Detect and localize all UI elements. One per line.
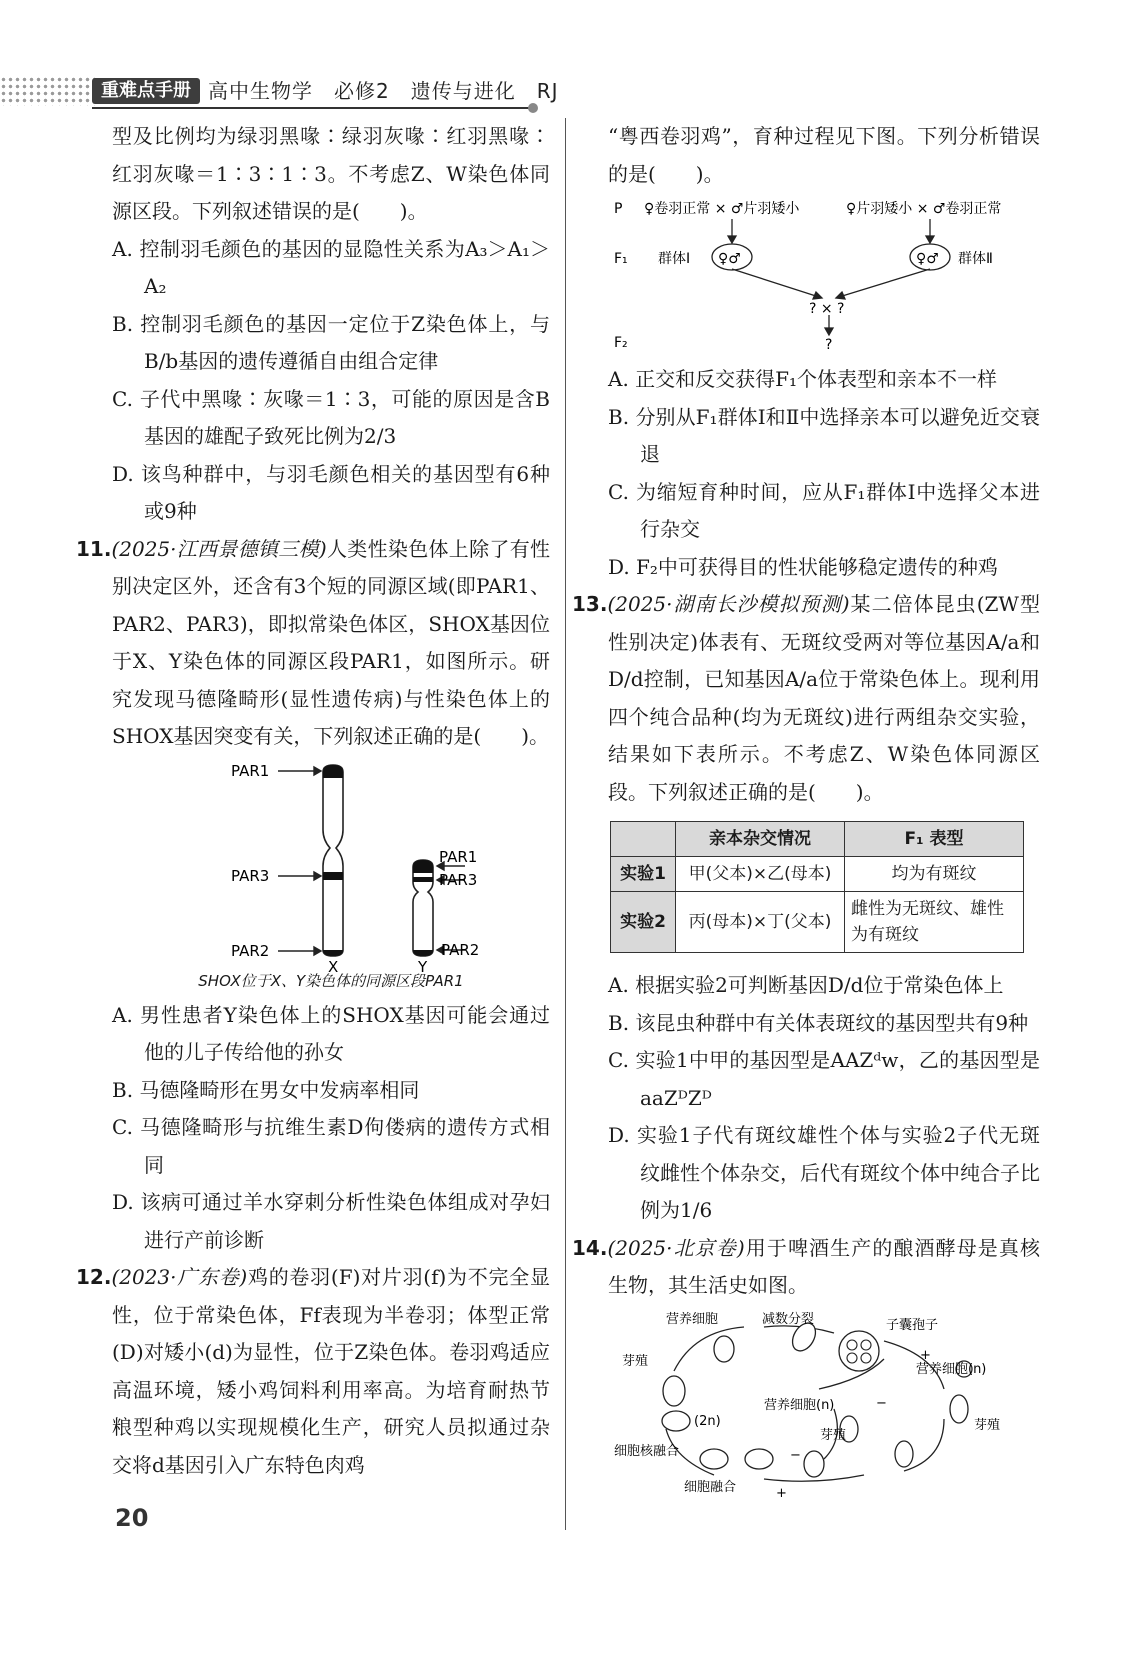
fig-meiosis: 减数分裂 [762,1311,815,1327]
label-x: X [328,957,339,976]
q12-option-a: A. 正交和反交获得F₁个体表型和亲本不一样 [608,367,998,391]
fig-budding-mid: 芽殖 [820,1427,847,1443]
q10-option-d: D. 该鸟种群中，与羽毛颜色相关的基因型有6种或9种 [112,461,550,523]
x-chromosome [323,765,343,956]
yeast-life-cycle-figure [614,1309,1034,1499]
q13-stem [572,586,1040,811]
q11-stem [76,531,550,756]
left-column [76,118,550,1484]
fig-nuclear-fusion: 细胞核融合 [614,1443,680,1459]
label-par3-y: PAR3 [439,870,478,889]
caption-text: SHOX位于X、Y染色体的同源区段PAR1 [198,971,464,990]
fig-minus-sign: − [790,1447,801,1463]
table-cell: 均为有斑纹 [845,857,1024,892]
y-chromosome [413,860,433,956]
q13-option-c: C. 实验1中甲的基因型是AAZᵈw，乙的基因型是aaZᴰZᴰ [608,1048,1040,1110]
q11-option-b: B. 马德隆畸形在男女中发病率相同 [112,1077,420,1102]
fig-cross-2: ♀片羽矮小 × ♂卷羽正常 [846,201,1002,217]
fig-f1-label: F₁ [614,251,628,267]
fig-budding-right: 芽殖 [974,1417,1001,1433]
q13-source: (2025·湖南长沙模拟预测) [607,592,850,616]
label-par1-y: PAR1 [439,847,478,866]
table-cell: 实验2 [611,892,676,953]
chromosome-figure-caption [112,969,550,993]
header-badge: 重难点手册 [92,78,200,104]
q10-option-a: A. 控制羽毛颜色的基因的显隐性关系为A₃＞A₁＞A₂ [112,236,550,298]
q13-option-a: A. 根据实验2可判断基因D/d位于常染色体上 [608,973,1004,997]
q13-option-b: B. 该昆虫种群中有关体表斑纹的基因型共有9种 [608,1010,1029,1035]
fig-cross-unknown: ? × ? [809,301,845,317]
table-header-cell: F₁ 表型 [845,822,1024,857]
page-number: 20 [115,1504,149,1532]
q14-stem [572,1230,1040,1305]
fig-diploid: (2n) [694,1413,721,1429]
chromosome-figure [181,760,481,976]
label-par1-x: PAR1 [231,761,270,780]
label-y: Y [418,957,428,976]
fig-nutritive-n-right: 营养细胞(n) [916,1361,987,1377]
q11-source: (2025·江西景德镇三模) [111,536,327,561]
fig-group-1-sexes: ♀♂ [718,251,741,267]
q13-option-d: D. 实验1子代有斑纹雄性个体与实验2子代无斑纹雌性个体杂交，后代有斑纹个体中纯合子比例为1/6 [608,1123,1040,1222]
q10-option-b: B. 控制羽毛颜色的基因一定位于Z染色体上，与B/b基因的遗传遵循自由组合定律 [112,311,550,373]
fig-budding-left: 芽殖 [622,1353,649,1369]
q13-number: 13. [572,592,608,616]
q14-text: 用于啤酒生产的酿酒酵母是真核生物，其生活史如图。 [608,1235,1040,1297]
q12-option-b: B. 分别从F₁群体Ⅰ和Ⅱ中选择亲本可以避免近交衰退 [608,404,1040,466]
fig-plus-sign: + [776,1485,787,1501]
q12-option-c: C. 为缩短育种时间，应从F₁群体Ⅰ中选择父本进行杂交 [608,479,1040,541]
q14-source: (2025·北京卷) [607,1235,745,1260]
fig-group-2: 群体Ⅱ [958,251,993,267]
label-par3-x: PAR3 [231,866,270,885]
header-dot-pattern [0,76,100,106]
fig-plus-sign: + [920,1347,931,1363]
fig-group-2-sexes: ♀♂ [916,251,939,267]
label-par2-x: PAR2 [231,941,270,960]
q10-stem-continued: 型及比例均为绿羽黑喙∶绿羽灰喙∶红羽黑喙∶红羽灰喙＝1∶3∶1∶3。不考虑Z、W染色体同源区段。下列叙述错误的是( )。 [112,124,550,223]
right-column [572,118,1040,1503]
q10-option-c: C. 子代中黑喙∶灰喙＝1∶3，可能的原因是含B基因的雄配子致死比例为2/3 [112,386,550,448]
fig-nutritive-cell: 营养细胞 [666,1311,719,1327]
fig-cell-fusion: 细胞融合 [684,1479,737,1495]
label-par2-y: PAR2 [441,940,480,959]
fig-cross-1: ♀卷羽正常 × ♂片羽矮小 [644,201,800,217]
fig-nutritive-n-mid: 营养细胞(n) [764,1397,835,1413]
q11-number: 11. [76,536,112,561]
q12-stem [76,1259,550,1484]
fig-f2-label: F₂ [614,335,628,351]
q12-option-d: D. F₂中可获得目的性状能够稳定遗传的种鸡 [608,554,998,579]
breeding-figure [614,197,1034,357]
q14-number: 14. [572,1235,608,1260]
fig-minus-sign: − [876,1395,887,1411]
q11-option-a: A. 男性患者Y染色体上的SHOX基因可能会通过他的儿子传给他的孙女 [112,1002,550,1064]
table-cell: 雌性为无斑纹、雄性为有斑纹 [845,892,1024,953]
header-title: 高中生物学 必修2 遗传与进化 RJ [208,79,559,103]
table-header-cell: 亲本杂交情况 [676,822,845,857]
table-cell: 实验1 [611,857,676,892]
column-divider [565,118,566,1530]
table-cell: 丙(母本)×丁(父本) [676,892,845,953]
fig-group-1: 群体Ⅰ [658,251,691,267]
page-header [0,70,559,112]
table-row [611,857,1024,892]
table-header-cell [611,822,676,857]
table-header-row [611,822,1024,857]
q11-option-d: D. 该病可通过羊水穿刺分析性染色体组成对孕妇进行产前诊断 [112,1190,550,1252]
fig-f2-unknown: ? [825,337,833,353]
table-cell: 甲(父本)×乙(母本) [676,857,845,892]
table-row [611,892,1024,953]
q11-text: 人类性染色体上除了有性别决定区外，还含有3个短的同源区域(即PAR1、PAR2、PAR3)，即拟常染色体区，SHOX基因位于X、Y染色体的同源区段PAR1，如图所示。研究发现马德隆畸形(显性遗传病)与性染色体上的SHOX基因突变有关，下列叙述正确的是( )。 [112,536,550,748]
q12-source: (2023·广东卷) [111,1265,248,1289]
fig-p-label: P [614,201,623,217]
fig-ascospore: 子囊孢子 [886,1317,939,1333]
q12-number: 12. [76,1265,112,1289]
q12-text: 鸡的卷羽(F)对片羽(f)为不完全显性，位于常染色体，Ff表现为半卷羽；体型正常(D)对矮小(d)为显性，位于Z染色体。卷羽鸡适应高温环境，矮小鸡饲料利用率高。为培育耐热节粮型种鸡以实现规模化生产，研究人员拟通过杂交将d基因引入广东特色肉鸡 [112,1265,550,1477]
experiment-table [610,821,1024,953]
header-rule-end-dot [528,103,538,113]
q12-stem-continued: “粤西卷羽鸡”，育种过程见下图。下列分析错误的是( )。 [608,124,1040,186]
header-rule [92,107,532,109]
q11-option-c: C. 马德隆畸形与抗维生素D佝偻病的遗传方式相同 [112,1115,550,1177]
q13-text: 某二倍体昆虫(ZW型性别决定)体表有、无斑纹受两对等位基因A/a和D/d控制，已知基因A/a位于常染色体上。现利用四个纯合品种(均为无斑纹)进行两组杂交实验，结果如下表所示。不考虑Z、W染色体同源区段。下列叙述正确的是( )。 [608,592,1040,804]
